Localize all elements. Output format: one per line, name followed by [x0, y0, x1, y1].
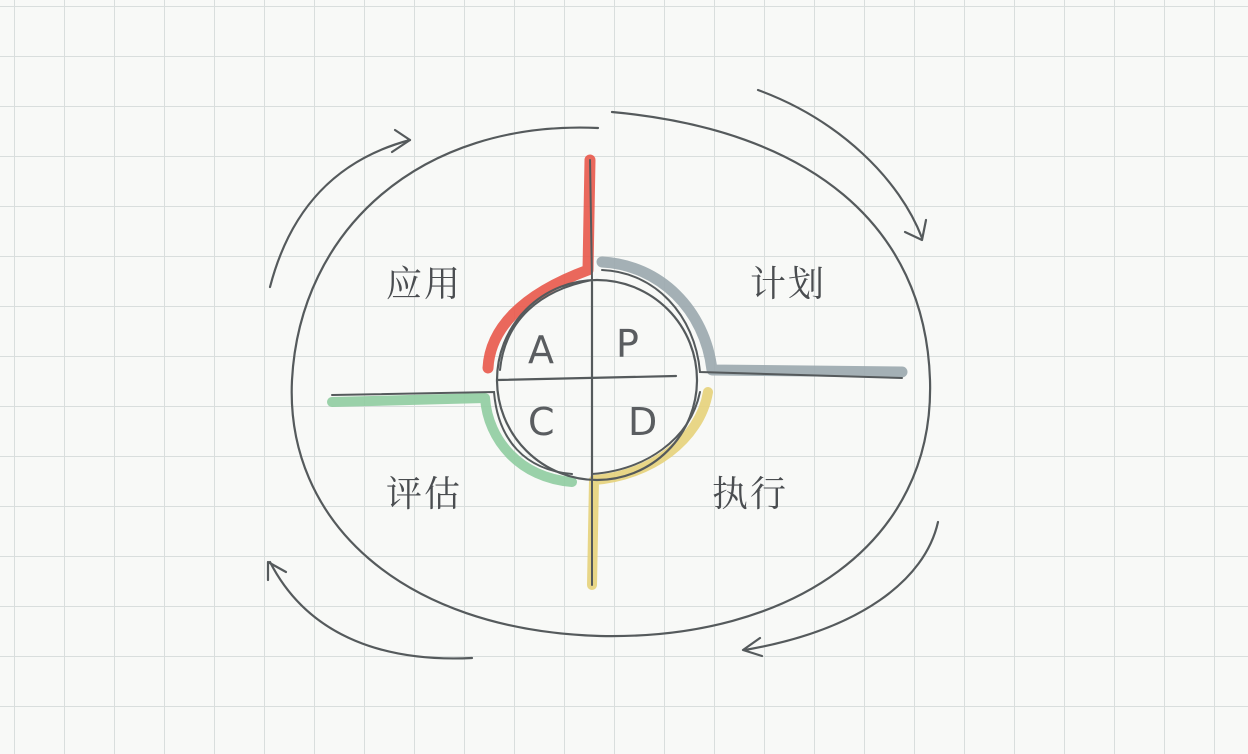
arrow-top-right	[758, 90, 922, 238]
arrow-bottom-left	[270, 562, 472, 658]
arrow-top-left-head	[392, 130, 410, 152]
label-plan: 计划	[750, 264, 827, 305]
quadrant-letter-act: A	[528, 328, 554, 372]
inner-cross-horizontal	[497, 376, 676, 380]
quadrant-letter-check: C	[528, 400, 555, 444]
quadrant-letter-plan: P	[616, 322, 639, 366]
label-act: 应用	[386, 264, 463, 305]
quadrant-letter-do: D	[628, 400, 658, 444]
label-check: 评估	[386, 474, 463, 515]
label-do: 执行	[712, 474, 789, 515]
arrow-bottom-right	[745, 522, 938, 650]
arrow-bottom-left-head	[268, 562, 286, 580]
